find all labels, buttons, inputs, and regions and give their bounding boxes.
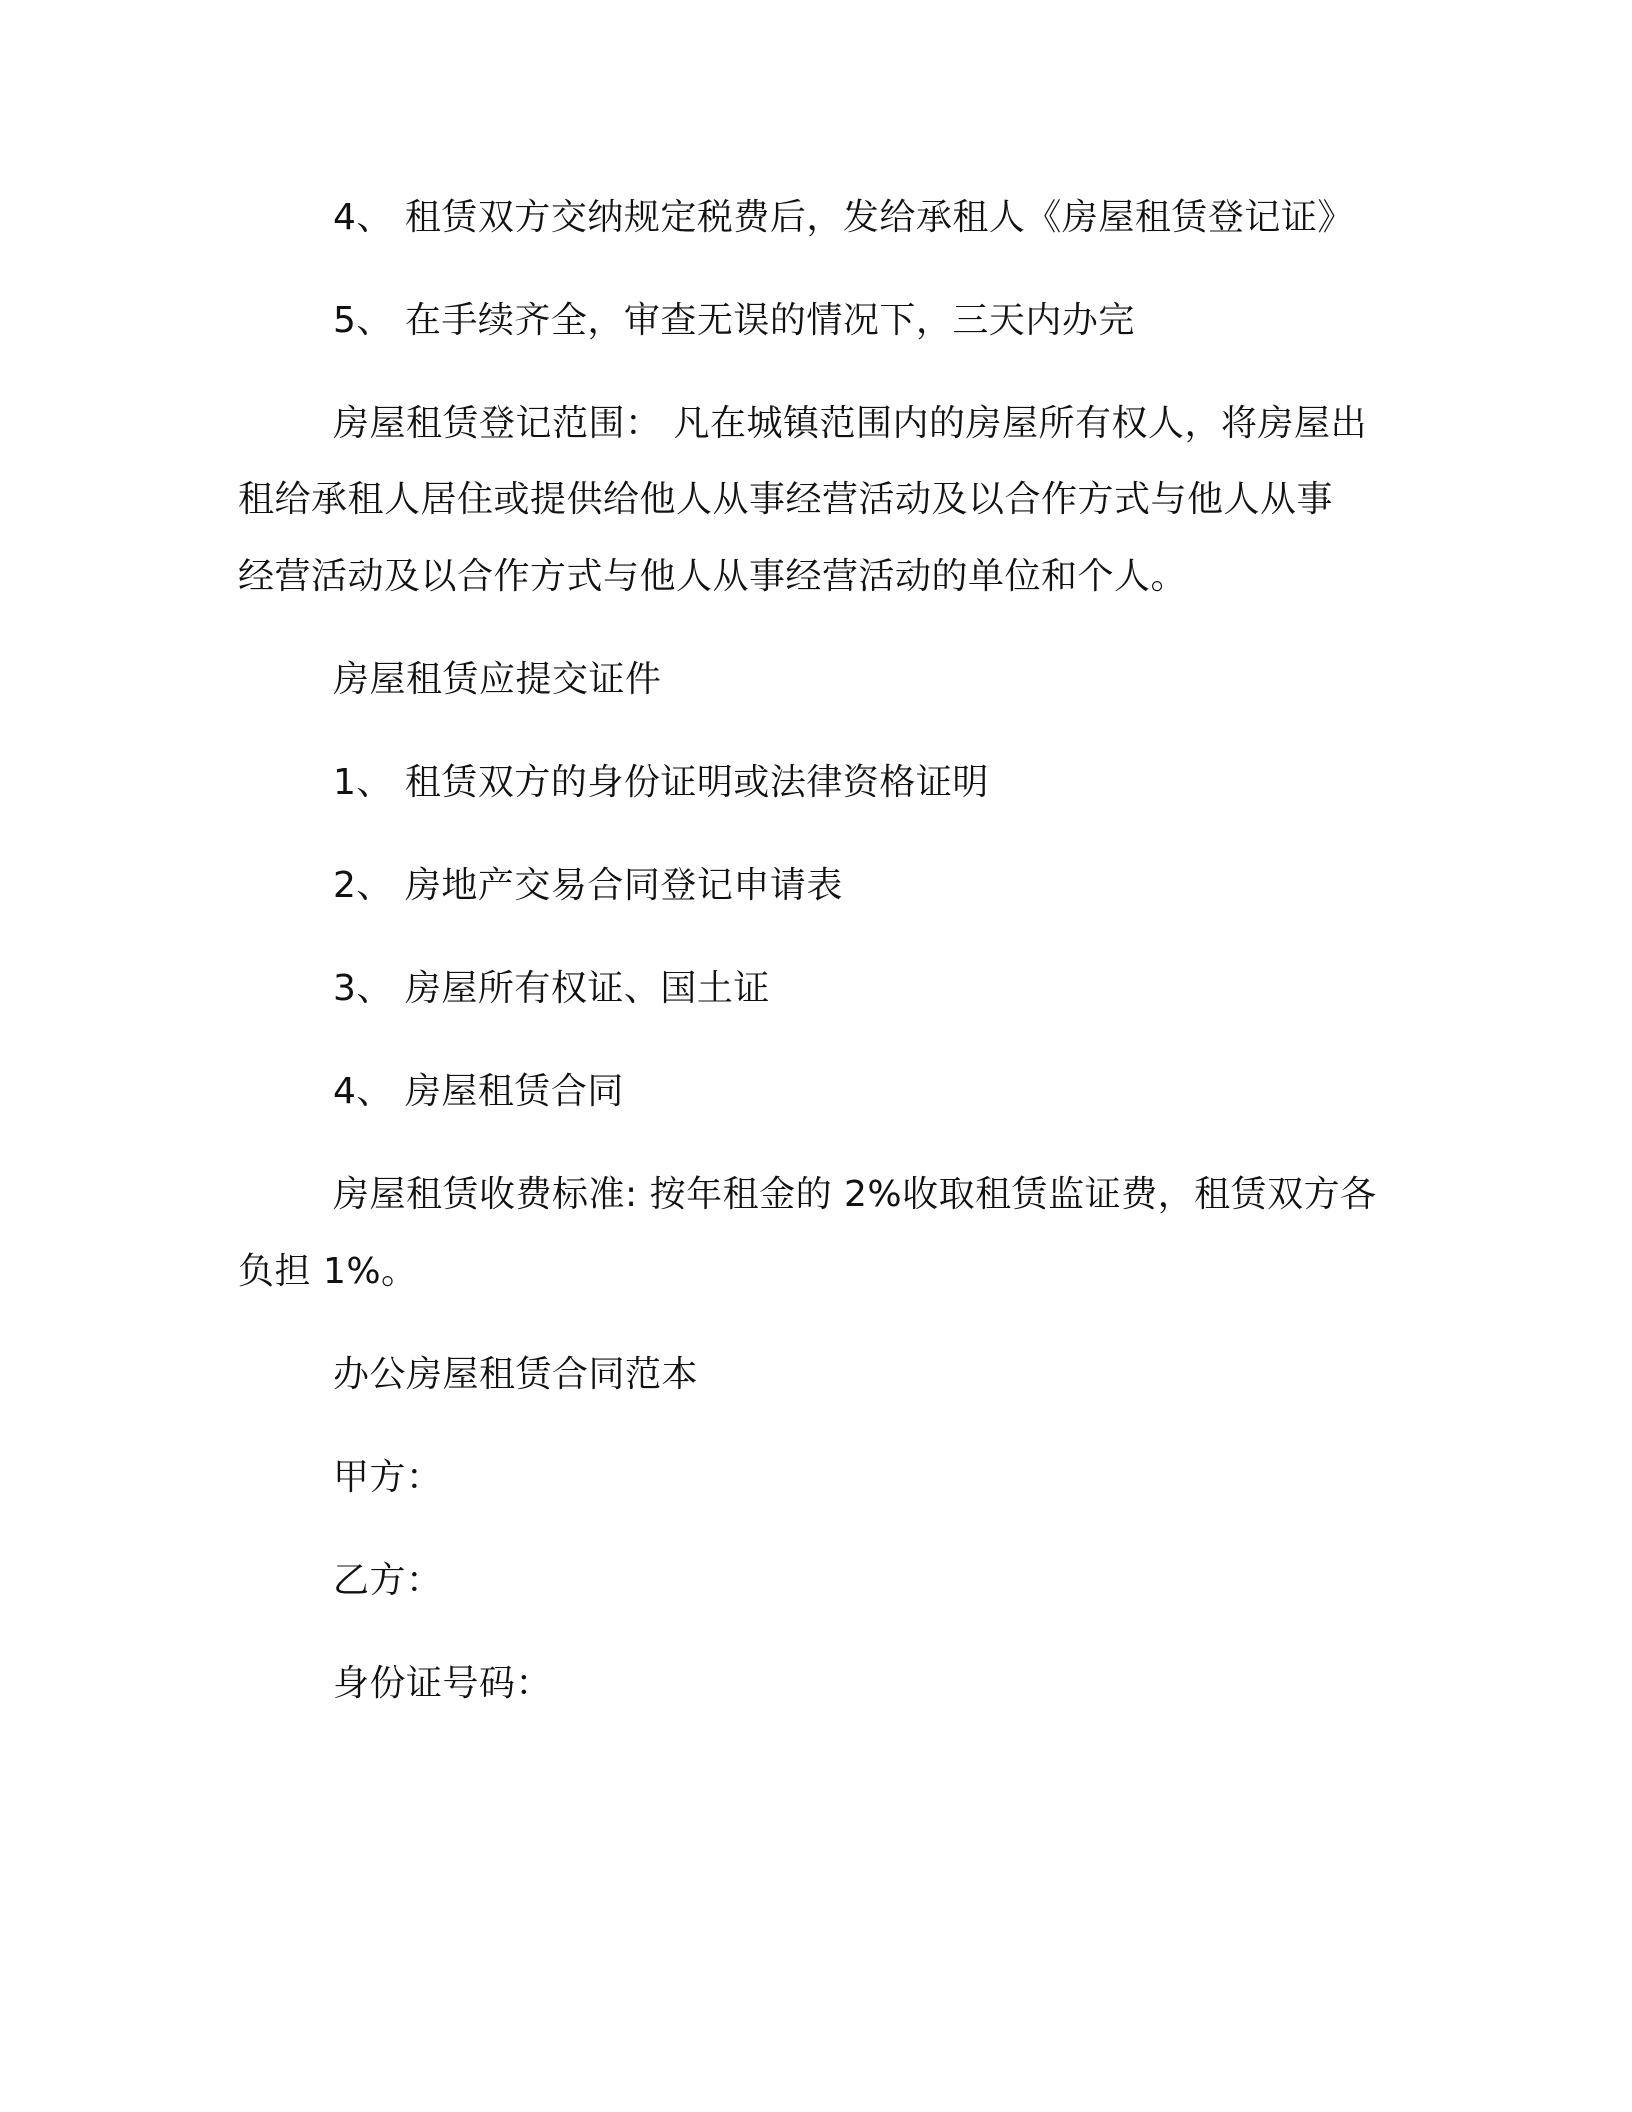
party-b-label: 乙方：: [333, 1560, 443, 1601]
registration-scope-line-1: 房屋租赁登记范围： 凡在城镇范围内的房屋所有权人，将房屋出: [333, 403, 1367, 444]
id-number-label: 身份证号码：: [333, 1663, 553, 1704]
required-documents-heading: 房屋租赁应提交证件: [333, 659, 662, 700]
step-5-three-days: 5、 在手续齐全，审查无误的情况下，三天内办完: [333, 300, 1135, 341]
document-item-1: 1、 租赁双方的身份证明或法律资格证明: [333, 762, 989, 803]
fee-standard-line-1: 房屋租赁收费标准: 按年租金的 2%收取租赁监证费，租赁双方各: [333, 1174, 1377, 1215]
registration-scope-line-3: 经营活动及以合作方式与他人从事经营活动的单位和个人。: [238, 556, 1188, 597]
document-item-2: 2、 房地产交易合同登记申请表: [333, 865, 843, 906]
fee-standard-line-2: 负担 1%。: [238, 1251, 418, 1292]
document-item-4: 4、 房屋租赁合同: [333, 1071, 624, 1112]
contract-template-title: 办公房屋租赁合同范本: [333, 1354, 699, 1395]
document-item-3: 3、 房屋所有权证、国土证: [333, 968, 770, 1009]
party-a-label: 甲方：: [333, 1457, 443, 1498]
registration-scope-line-2: 租给承租人居住或提供给他人从事经营活动及以合作方式与他人从事: [238, 479, 1334, 520]
step-4-tax-certificate: 4、 租赁双方交纳规定税费后，发给承租人《房屋租赁登记证》: [333, 197, 1354, 238]
